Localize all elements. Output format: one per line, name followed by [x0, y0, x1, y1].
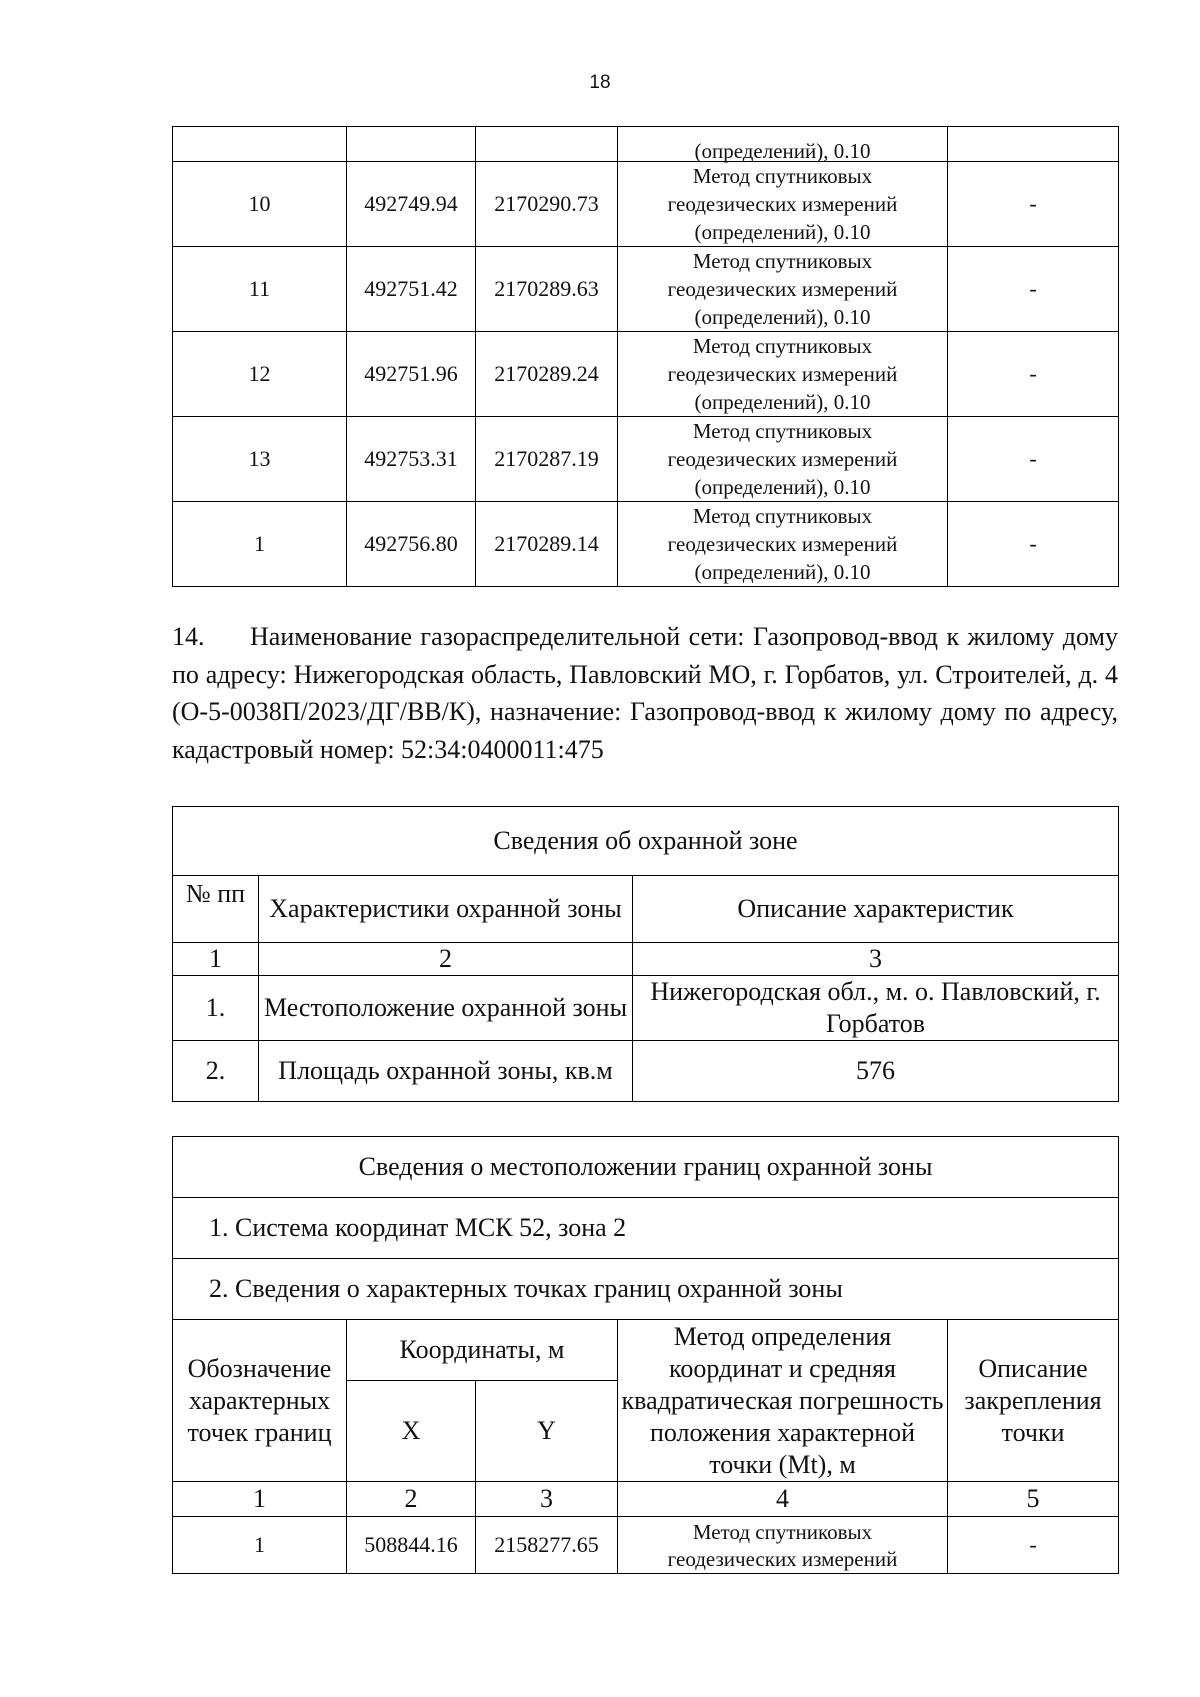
column-header: Координаты, м: [347, 1320, 618, 1381]
column-header: Характеристики охранной зоны: [259, 876, 633, 943]
table-row: [173, 1259, 1119, 1320]
column-header: № пп: [173, 876, 259, 943]
table-header-row: [173, 1320, 1119, 1381]
point-cell: 11: [173, 247, 347, 332]
method-line: геодезических измерений: [667, 1547, 898, 1571]
method-line: Метод спутниковых: [692, 249, 873, 273]
method-cell: [618, 162, 948, 247]
method-line: Метод спутниковых: [692, 164, 873, 188]
fixing-cell: -: [948, 332, 1119, 417]
column-header: Описание характеристик: [633, 876, 1119, 943]
method-line: Метод спутниковых: [692, 334, 873, 358]
table-row: [173, 502, 1119, 587]
method-line: (определений), 0.10: [694, 560, 871, 584]
page-number: 18: [589, 72, 611, 93]
table-header-row: [173, 876, 1119, 943]
column-index: 1: [173, 1482, 347, 1517]
column-header: Описание закрепления точки: [948, 1320, 1119, 1482]
fixing-cell: -: [948, 502, 1119, 587]
table-title: Сведения об охранной зоне: [173, 807, 1119, 876]
table-row: [173, 247, 1119, 332]
column-index: 3: [633, 943, 1119, 976]
coordinates-table-continued: [172, 126, 1119, 587]
fixing-cell: -: [948, 247, 1119, 332]
point-cell: 13: [173, 417, 347, 502]
method-cell: [618, 247, 948, 332]
section-14-paragraph: [172, 618, 1118, 768]
x-cell: 492751.96: [347, 332, 476, 417]
method-cell: [618, 332, 948, 417]
characteristic-cell: Площадь охранной зоны, кв.м: [259, 1041, 633, 1102]
y-cell: 2170287.19: [476, 417, 618, 502]
x-cell: 492749.94: [347, 162, 476, 247]
method-cell: (определений), 0.10: [618, 127, 948, 162]
coordinate-system: 1. Система координат МСК 52, зона 2: [173, 1198, 1119, 1259]
row-number: 1.: [173, 976, 259, 1041]
column-index: 5: [948, 1482, 1119, 1517]
protection-zone-table: [172, 806, 1119, 1102]
table-cell: [347, 127, 476, 162]
x-cell: 492753.31: [347, 417, 476, 502]
x-cell: 492756.80: [347, 502, 476, 587]
row-number: 2.: [173, 1041, 259, 1102]
characteristic-cell: Местоположение охранной зоны: [259, 976, 633, 1041]
table-row: [173, 1482, 1119, 1517]
table-cell: [948, 127, 1119, 162]
section-text: Наименование газораспределительной сети: Газопровод-ввод к жилому дому по адресу: Нижегородская область, Павловский МО, г. Горбатов, ул. Строителей, д. 4 (О-5-0038П/2023/ДГ/ВВ/К), назначение: Газопровод-ввод к жилому дому по адресу, кадастровый номер: 52:34:0400011:475: [172, 622, 1118, 764]
fixing-cell: -: [948, 417, 1119, 502]
method-cell: [618, 1517, 948, 1574]
table-row: [173, 1517, 1119, 1574]
boundary-location-table: [172, 1136, 1119, 1574]
column-index: 2: [259, 943, 633, 976]
table-row: [173, 1198, 1119, 1259]
method-line: геодезических измерений: [667, 277, 898, 301]
description-cell: 576: [633, 1041, 1119, 1102]
y-cell: 2170289.24: [476, 332, 618, 417]
table-row: [173, 1041, 1119, 1102]
description-cell: Нижегородская обл., м. о. Павловский, г. Горбатов: [633, 976, 1119, 1041]
column-header: Метод определения координат и средняя квадратическая погрешность положения характерной точки (Mt), м: [618, 1320, 948, 1482]
table-row: [173, 1137, 1119, 1198]
table-row: [173, 332, 1119, 417]
y-cell: 2170289.63: [476, 247, 618, 332]
method-line: геодезических измерений: [667, 532, 898, 556]
method-line: геодезических измерений: [667, 362, 898, 386]
table-row: [173, 162, 1119, 247]
method-line: (определений), 0.10: [694, 390, 871, 414]
column-header: Обозначение характерных точек границ: [173, 1320, 347, 1482]
y-cell: 2158277.65: [476, 1517, 618, 1574]
points-info: 2. Сведения о характерных точках границ охранной зоны: [173, 1259, 1119, 1320]
y-cell: 2170289.14: [476, 502, 618, 587]
point-cell: 1: [173, 502, 347, 587]
y-cell: 2170290.73: [476, 162, 618, 247]
method-line: (определений), 0.10: [694, 475, 871, 499]
column-header: Y: [476, 1381, 618, 1482]
table-row: [173, 943, 1119, 976]
column-index: 1: [173, 943, 259, 976]
table-cell: [476, 127, 618, 162]
x-cell: 508844.16: [347, 1517, 476, 1574]
method-line: геодезических измерений: [667, 192, 898, 216]
point-cell: 1: [173, 1517, 347, 1574]
method-line: (определений), 0.10: [694, 220, 871, 244]
method-line: Метод спутниковых: [692, 504, 873, 528]
column-header: X: [347, 1381, 476, 1482]
column-index: 2: [347, 1482, 476, 1517]
table-row: [173, 127, 1119, 162]
point-cell: 12: [173, 332, 347, 417]
section-number: 14.: [172, 622, 205, 651]
method-line: Метод спутниковых: [692, 419, 873, 443]
fixing-cell: -: [948, 1517, 1119, 1574]
table-row: [173, 976, 1119, 1041]
x-cell: 492751.42: [347, 247, 476, 332]
table-title: Сведения о местоположении границ охранной зоны: [173, 1137, 1119, 1198]
table-row: [173, 417, 1119, 502]
method-line: (определений), 0.10: [694, 305, 871, 329]
table-row: [173, 807, 1119, 876]
point-cell: 10: [173, 162, 347, 247]
column-index: 4: [618, 1482, 948, 1517]
fixing-cell: -: [948, 162, 1119, 247]
table-cell: [173, 127, 347, 162]
column-index: 3: [476, 1482, 618, 1517]
method-line: Метод спутниковых: [692, 1520, 873, 1544]
method-cell: [618, 417, 948, 502]
method-cell: [618, 502, 948, 587]
method-line: геодезических измерений: [667, 447, 898, 471]
